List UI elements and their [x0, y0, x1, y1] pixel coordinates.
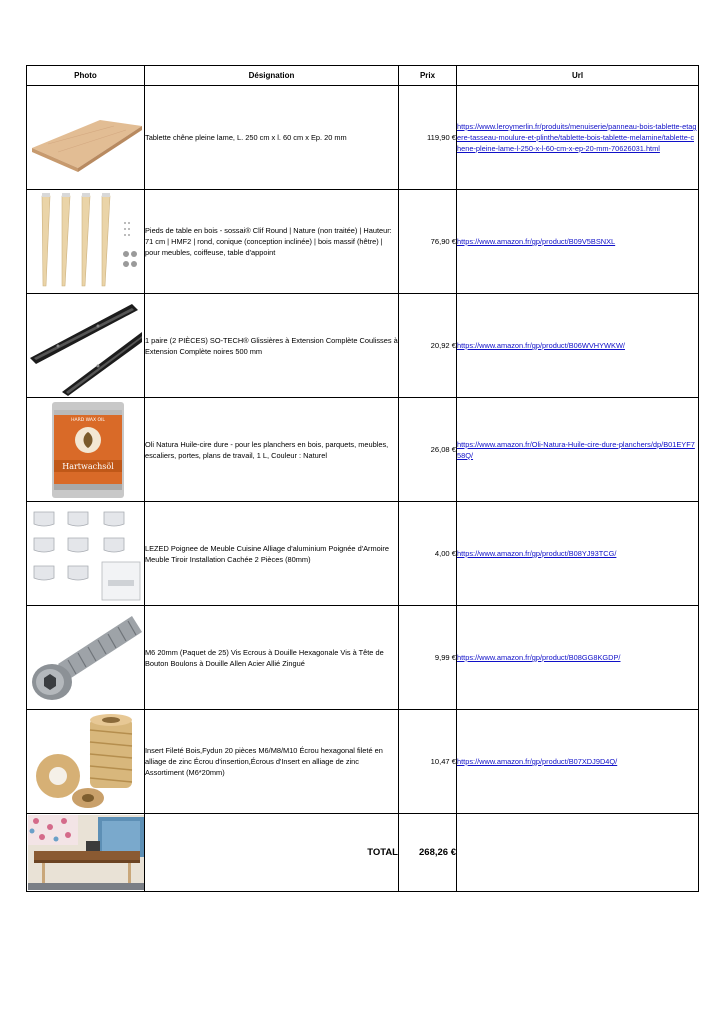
header-designation: Désignation	[145, 66, 399, 86]
drawer-slides-image	[27, 294, 145, 398]
table-row	[27, 190, 699, 294]
table-row	[27, 502, 699, 606]
can-label-top: HARD WAX OIL	[70, 417, 105, 423]
header-photo: Photo	[27, 66, 145, 86]
product-table	[26, 65, 699, 892]
product-link[interactable]: https://www.amazon.fr/gp/product/B07XDJ9D4Q/	[457, 757, 618, 766]
product-link[interactable]: https://www.leroymerlin.fr/produits/menuiserie/panneau-bois-tablette-etagere-tasseau-moulure-et-plinthe/tablette-bois-tablette-melamine/tablette-chene-pleine-lame-l-250-x-l-60-cm-x-ep-20-mm-70626031.html	[457, 122, 697, 153]
price-cell: 10,47 €	[399, 710, 457, 814]
hex-socket-bolt-image	[27, 606, 145, 710]
designation-cell: 1 paire (2 PIÈCES) SO-TECH® Glissières à Extension Complète Coulisses à Extension Complète noires 500 mm	[145, 294, 399, 398]
header-prix: Prix	[399, 66, 457, 86]
table-row	[27, 86, 699, 190]
finished-desk-photo	[27, 814, 145, 892]
table-row	[27, 710, 699, 814]
designation-cell: M6 20mm (Paquet de 25) Vis Ecrous à Douille Hexagonale Vis à Tête de Bouton Boulons à Douille Allen Acier Allié Zingué	[145, 606, 399, 710]
header-url: Url	[457, 66, 699, 86]
table-row	[27, 294, 699, 398]
can-label-main: Hartwachsöl	[61, 461, 114, 471]
hardwax-oil-can-image	[27, 398, 145, 502]
table-row	[27, 398, 699, 502]
price-cell: 20,92 €	[399, 294, 457, 398]
aluminium-handles-image	[27, 502, 145, 606]
designation-cell: Insert Fileté Bois,Fydun 20 pièces M6/M8/M10 Écrou hexagonal fileté en alliage de zinc Écrou d'insertion,Écrous d'Insert en alliage de zinc Assortiment (M6*20mm)	[145, 710, 399, 814]
designation-cell: Pieds de table en bois - sossai® Clif Round | Nature (non traitée) | Hauteur: 71 cm | HMF2 | rond, conique (conception inclinée) | bois massif (hêtre) | pour meubles, coiffeuse, table d'appoint	[145, 190, 399, 294]
total-row	[27, 814, 699, 892]
designation-cell: Tablette chêne pleine lame, L. 250 cm x l. 60 cm x Ep. 20 mm	[145, 86, 399, 190]
header-row	[27, 66, 699, 86]
designation-cell: Oli Natura Huile-cire dure - pour les planchers en bois, parquets, meubles, escaliers, portes, plans de travail, 1 L, Couleur : Naturel	[145, 398, 399, 502]
wooden-table-legs-image	[27, 190, 145, 294]
product-link[interactable]: https://www.amazon.fr/Oli-Natura-Huile-cire-dure-planchers/dp/B01EYF758Q/	[457, 439, 695, 460]
oak-shelf-board-image	[27, 86, 145, 190]
product-link[interactable]: https://www.amazon.fr/gp/product/B06WVHYWKW/	[457, 341, 625, 350]
price-cell: 26,08 €	[399, 398, 457, 502]
designation-cell: LEZED Poignee de Meuble Cuisine Alliage d'aluminium Poignée d'Armoire Meuble Tiroir Installation Cachée 2 Pièces (80mm)	[145, 502, 399, 606]
total-label: TOTAL	[145, 814, 399, 892]
product-link[interactable]: https://www.amazon.fr/gp/product/B08YJ93TCG/	[457, 549, 617, 558]
price-cell: 9,99 €	[399, 606, 457, 710]
price-cell: 4,00 €	[399, 502, 457, 606]
table-row	[27, 606, 699, 710]
total-value: 268,26 €	[399, 814, 457, 892]
product-link[interactable]: https://www.amazon.fr/gp/product/B09V5BSNXL	[457, 237, 616, 246]
product-link[interactable]: https://www.amazon.fr/gp/product/B08GG8KGDP/	[457, 653, 621, 662]
empty-cell	[457, 814, 699, 892]
price-cell: 76,90 €	[399, 190, 457, 294]
price-cell: 119,90 €	[399, 86, 457, 190]
threaded-inserts-image	[27, 710, 145, 814]
